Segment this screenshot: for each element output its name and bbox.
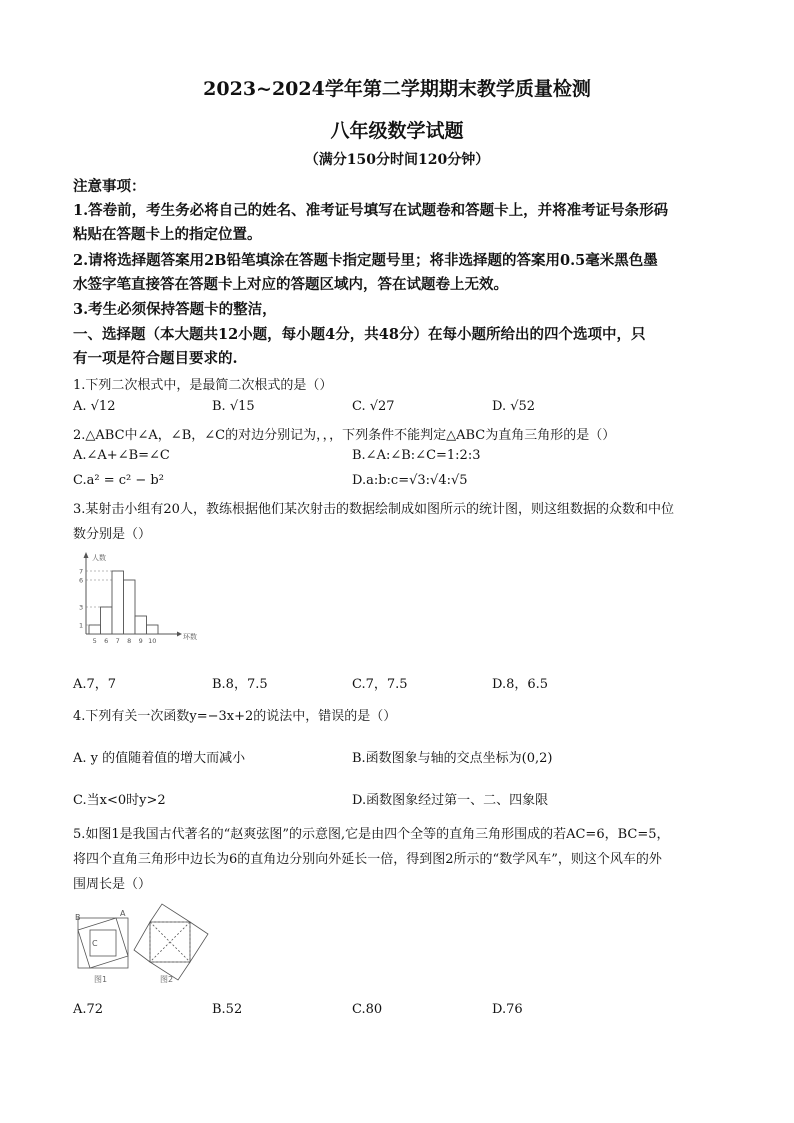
option-c: C. √27 [352,399,395,414]
option-d: D.函数图象经过第一、二、四象限 [352,793,549,808]
x-tick-label: 10 [148,637,157,645]
notice-line: 3.考生必须保持答题卡的整洁， [73,301,277,318]
notice-line: 2.请将选择题答案用2B铅笔填涂在答题卡指定题号里；将非选择题的答案用0.5毫米黑色墨 [73,252,658,269]
option-d: D.76 [492,1002,523,1017]
y-axis-label: 人数 [92,554,106,562]
exam-subtitle: 八年级数学试题 [330,120,464,142]
notice-line: 水签字笔直接答在答题卡上对应的答题区域内，答在试题卷上无效。 [73,276,508,293]
question-stem-cont: 将四个直角三角形中边长为6的直角边分别向外延长一倍，得到图2所示的“数学风车”，则这个风车的外 [73,852,662,867]
option-d: D.8，6.5 [492,677,549,692]
option-b: B.8，7.5 [212,677,268,692]
bar [89,625,101,634]
option-c: C.7，7.5 [352,677,408,692]
question-stem-cont: 数分别是（） [73,527,152,542]
score-time: （满分150分时间120分钟） [304,152,490,168]
section-heading: 一、选择题（本大题共12小题，每小题4分，共48分）在每小题所给出的四个选项中，只 [73,326,646,343]
section-heading-cont: 有一项是符合题目要求的. [73,350,238,367]
x-tick-label: 9 [138,637,143,645]
option-a: A.∠A+∠B=∠C [73,448,170,463]
option-d: D.a:b:c=√3:√4:√5 [352,473,468,488]
y-tick-label: 7 [79,567,84,576]
option-c: C.当x<0时y>2 [73,793,166,808]
fig1-point-label: B [75,913,81,922]
notice-heading: 注意事项： [73,178,146,195]
bar [101,607,113,634]
fig1-point-label: A [120,909,126,918]
option-b: B.∠A:∠B:∠C=1:2:3 [352,448,481,463]
option-d: D. √52 [492,399,536,414]
option-a: A.7，7 [73,677,117,692]
option-b: B. √15 [212,399,255,414]
question-stem: 2.△ABC中∠A，∠B，∠C的对边分别记为，，，下列条件不能判定△ABC为直角三角形的是（） [73,428,616,443]
bar [135,616,147,634]
bar [124,580,136,634]
fig1-diagram [78,918,128,968]
exam-title: 2023~2024学年第二学期期末教学质量检测 [203,78,591,100]
option-a: A.72 [73,1002,104,1017]
bar [112,571,124,634]
x-tick-label: 7 [115,637,120,645]
x-tick-label: 8 [127,637,132,645]
option-b: B.函数图象与轴的交点坐标为(0,2) [352,751,553,766]
fig2-diagram [134,904,208,980]
fig1-point-label: C [92,939,98,948]
fig2-label: 图2 [160,975,174,984]
option-a: A. y 的值随着值的增大而减小 [73,751,246,766]
x-axis-label: 环数 [183,633,197,641]
notice-line: 1.答卷前，考生务必将自己的姓名、准考证号填写在试题卷和答题卡上，并将准考证号条形码 [73,202,669,219]
bar [147,625,159,634]
q3-bar-chart [70,548,220,656]
question-stem: 5.如图1是我国古代著名的“赵爽弦图”的示意图,它是由四个全等的直角三角形围成的若AC=6，BC=5， [73,827,670,842]
option-b: B.52 [212,1002,243,1017]
option-c: C.a² = c² − b² [73,473,164,488]
question-stem: 1.下列二次根式中，是最简二次根式的是（） [73,378,333,393]
y-tick-label: 3 [79,603,84,612]
y-axis-arrow [84,552,89,558]
x-tick-label: 5 [92,637,97,645]
option-c: C.80 [352,1002,383,1017]
question-stem: 3.某射击小组有20人，教练根据他们某次射击的数据绘制成如图所示的统计图，则这组数据的众数和中位 [73,502,674,517]
question-stem-cont: 围周长是（） [73,877,152,892]
fig1-label: 图1 [94,975,108,984]
notice-line: 粘贴在答题卡上的指定位置。 [73,226,262,243]
q5-figure [72,900,212,988]
x-axis-arrow [177,632,182,637]
x-tick-label: 6 [104,637,109,645]
question-stem: 4.下列有关一次函数y=−3x+2的说法中，错误的是（） [73,709,397,724]
y-tick-label: 1 [79,621,84,630]
option-a: A. √12 [73,399,116,414]
y-tick-label: 6 [79,576,84,585]
